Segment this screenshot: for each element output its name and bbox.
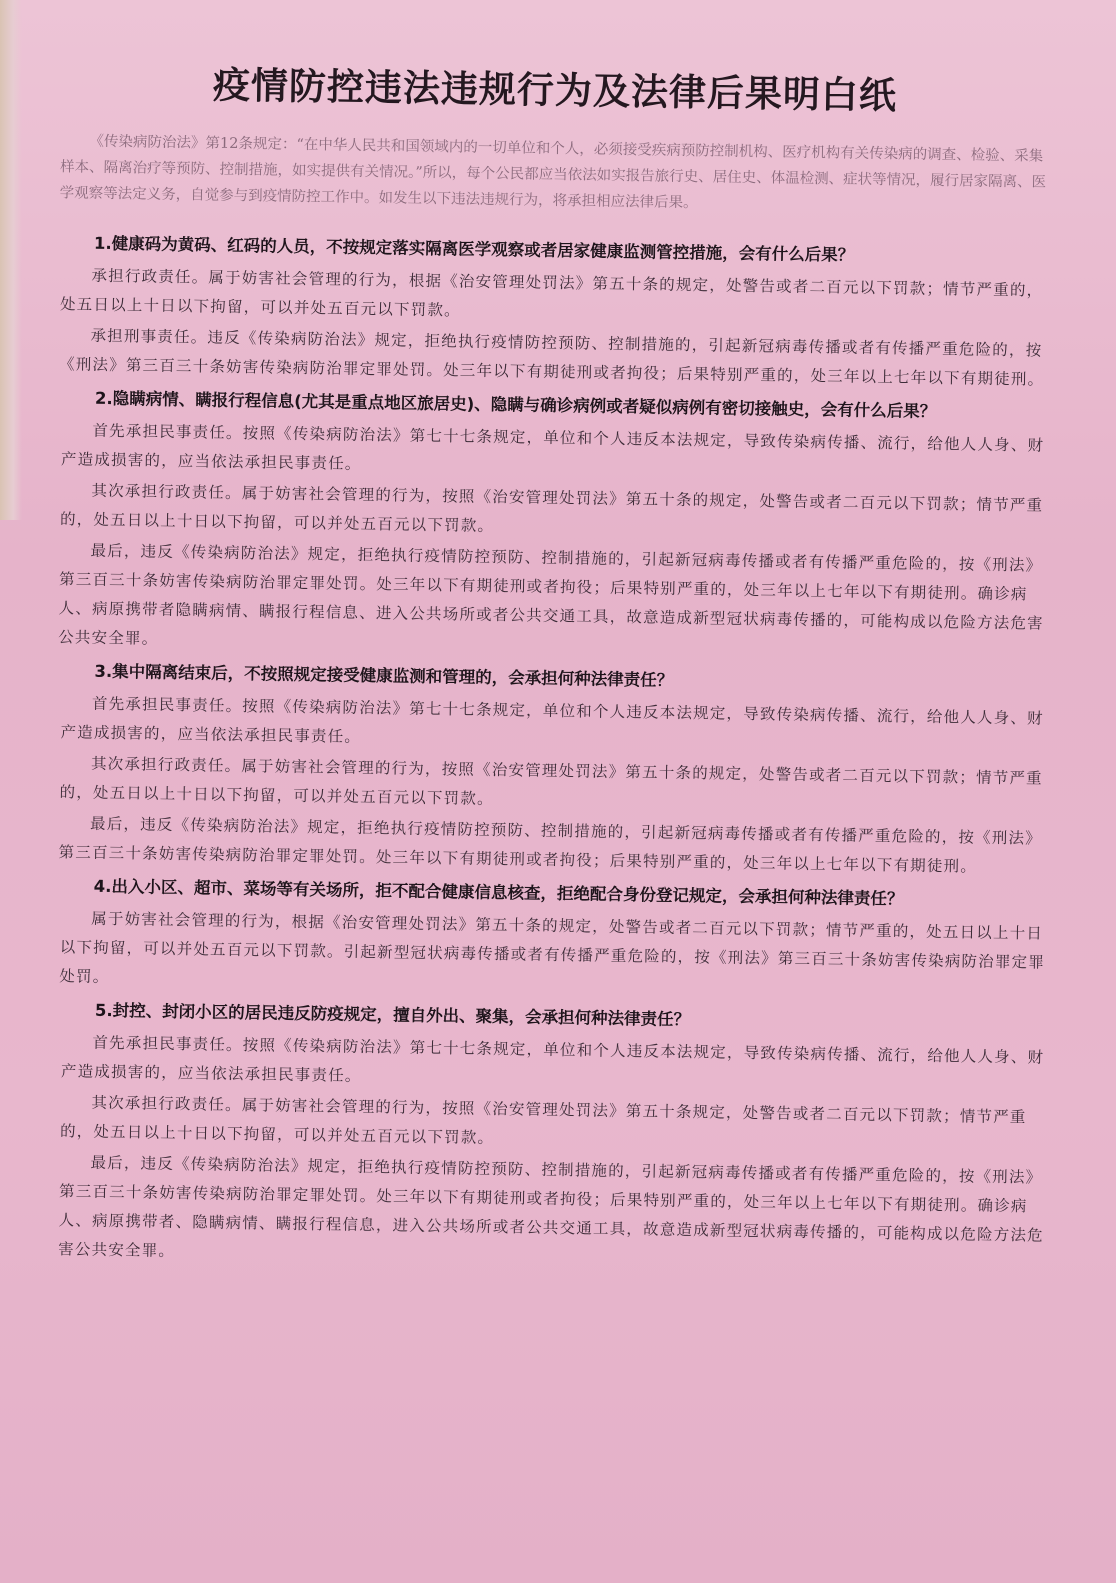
- paper-edge: [0, 0, 22, 520]
- section-paragraph: 其次承担行政责任。属于妨害社会管理的行为，按照《治安管理处罚法》第五十条规定，处警告或者二百元以下罚款；情节严重的，处五日以上十日以下拘留，可以并处五百元以下罚款。: [59, 1093, 1027, 1148]
- section-2: [58, 383, 1052, 668]
- section-paragraph: 首先承担民事责任。按照《传染病防治法》第七十七条规定，单位和个人违反本法规定，导致传染病传播、流行，给他人人身、财产造成损害的，应当依法承担民事责任。: [60, 421, 1045, 473]
- section-heading: 5.封控、封闭小区的居民违反防疫规定，擅自外出、聚集，会承担何种法律责任？: [94, 1000, 691, 1030]
- section-5: [58, 995, 1052, 1280]
- section-paragraph: 属于妨害社会管理的行为，根据《治安管理处罚法》第五十条的规定，处警告或者二百元以下罚款；情节严重的，处五日以上十日以下拘留，可以并处五百元以下罚款。引起新型冠状病毒传播或者有传播严重危险的，按《刑法》第三百三十条妨害传染病防治罪定罪处罚。: [59, 909, 1046, 987]
- section-paragraph: 最后，违反《传染病防治法》规定，拒绝执行疫情防控预防、控制措施的，引起新冠病毒传播或者有传播严重危险的，按《刑法》第三百三十条妨害传染病防治罪定罪处罚。处三年以下有期徒刑或者拘役；后果特别严重的，处三年以上七年以下有期徒刑。确诊病人、病原携带者、隐瞒病情、瞒报行程信息，进入公共场所或者公共交通工具，故意造成新型冠状病毒传播的，可能构成以危险方法危害公共安全罪。: [58, 1153, 1044, 1261]
- section-paragraph: 承担刑事责任。违反《传染病防治法》规定，拒绝执行疫情防控预防、控制措施的，引起新冠病毒传播或者有传播严重危险的，按《刑法》第三百三十条妨害传染病防治罪定罪处罚。处三年以下有期徒刑或者拘役；后果特别严重的，处三年以上七年以下有期徒刑。: [58, 326, 1045, 389]
- section-paragraph: 其次承担行政责任。属于妨害社会管理的行为，按照《治安管理处罚法》第五十条的规定，处警告或者二百元以下罚款；情节严重的，处五日以上十日以下拘留，可以并处五百元以下罚款。: [59, 481, 1044, 536]
- section-4: [59, 871, 1051, 1007]
- section-paragraph: 最后，违反《传染病防治法》规定，拒绝执行疫情防控预防、控制措施的，引起新冠病毒传播或者有传播严重危险的，按《刑法》第三百三十条妨害传染病防治罪定罪处罚。处三年以下有期徒刑或者拘役；后果特别严重的，处三年以上七年以下有期徒刑。: [58, 814, 1043, 876]
- section-paragraph: 其次承担行政责任。属于妨害社会管理的行为，按照《治安管理处罚法》第五十条的规定，处警告或者二百元以下罚款；情节严重的，处五日以上十日以下拘留，可以并处五百元以下罚款。: [59, 754, 1043, 809]
- document-title: 疫情防控违法违规行为及法律后果明白纸: [212, 62, 898, 118]
- section-1: [59, 228, 1051, 395]
- section-heading: 2.隐瞒病情、瞒报行程信息(尤其是重点地区旅居史)、隐瞒与确诊病例或者疑似病例有密切接触史，会有什么后果？: [94, 388, 937, 421]
- section-heading: 1.健康码为黄码、红码的人员，不按规定落实隔离医学观察或者居家健康监测管控措施，会有什么后果？: [93, 233, 855, 265]
- section-paragraph: 承担行政责任。属于妨害社会管理的行为，根据《治安管理处罚法》第五十条的规定，处警告或者二百元以下罚款；情节严重的，处五日以上十日以下拘留，可以并处五百元以下罚款。: [59, 266, 1044, 320]
- section-heading: 4.出入小区、超市、菜场等有关场所，拒不配合健康信息核查，拒绝配合身份登记规定，会承担何种法律责任？: [93, 876, 904, 909]
- intro-paragraph: 《传染病防治法》第12条规定：“在中华人民共和国领域内的一切单位和个人，必须接受疾病预防控制机构、医疗机构有关传染病的调查、检验、采集样本、隔离治疗等预防、控制措施，如实提供有关情况。”所以，每个公民都应当依法如实报告旅行史、居住史、体温检测、症状等情况，履行居家隔离、医学观察等法定义务，自觉参与到疫情防控工作中。如发生以下违法违规行为，将承担相应法律后果。: [59, 133, 1047, 212]
- section-paragraph: 最后，违反《传染病防治法》规定，拒绝执行疫情防控预防、控制措施的，引起新冠病毒传播或者有传播严重危险的，按《刑法》第三百三十条妨害传染病防治罪定罪处罚。处三年以下有期徒刑或者拘役；后果特别严重的，处三年以上七年以下有期徒刑。确诊病人、病原携带者隐瞒病情、瞒报行程信息、进入公共场所或者公共交通工具，故意造成新型冠状病毒传播的，可能构成以危险方法危害公共安全罪。: [58, 541, 1044, 648]
- section-3: [58, 656, 1051, 883]
- section-heading: 3.集中隔离结束后，不按照规定接受健康监测和管理的，会承担何种法律责任？: [94, 661, 674, 690]
- section-paragraph: 首先承担民事责任。按照《传染病防治法》第七十七条规定，单位和个人违反本法规定，导致传染病传播、流行，给他人人身、财产造成损害的，应当依法承担民事责任。: [60, 694, 1044, 746]
- section-paragraph: 首先承担民事责任。按照《传染病防治法》第七十七条规定，单位和个人违反本法规定，导致传染病传播、流行，给他人人身、财产造成损害的，应当依法承担民事责任。: [60, 1033, 1045, 1085]
- document-body: [60, 60, 1050, 1276]
